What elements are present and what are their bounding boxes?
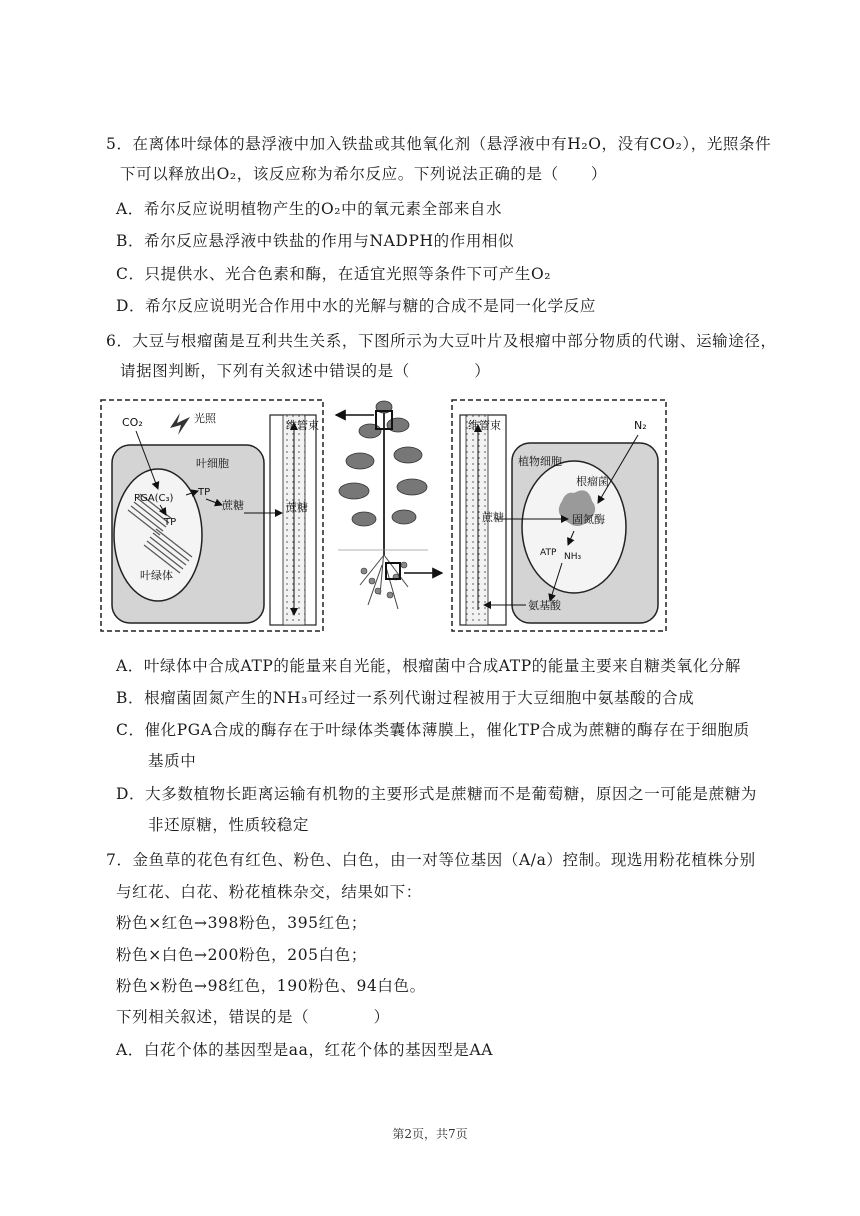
nodule-panel: [452, 400, 666, 631]
q6-option-a: A．叶绿体中合成ATP的能量来自光能，根瘤菌中合成ATP的能量主要来自糖类氧化分解: [116, 657, 742, 675]
label-rhizobium: 根瘤菌: [576, 475, 609, 488]
q7-result-2: 粉色×白色→200粉色，205白色；: [116, 946, 367, 964]
label-amino-acid: 氨基酸: [528, 599, 561, 612]
q6-stem-line1: 6．大豆与根瘤菌是互利共生关系，下图所示为大豆叶片及根瘤中部分物质的代谢、运输途径，: [106, 332, 777, 350]
label-plant-cell: 植物细胞: [518, 455, 562, 468]
page-footer: 第2页，共7页: [392, 1127, 468, 1141]
q5-option-d: D．希尔反应说明光合作用中水的光解与糖的合成不是同一化学反应: [116, 297, 596, 315]
label-atp: ATP: [540, 548, 557, 558]
label-sucrose-right: 蔗糖: [482, 511, 504, 524]
q7-stem-line1: 7．金鱼草的花色有红色、粉色、白色，由一对等位基因（A/a）控制。现选用粉花植株分别: [106, 851, 756, 869]
label-nh3: NH₃: [564, 552, 582, 562]
label-pga: PGA(C₃): [134, 493, 174, 504]
q6-option-d-line2: 非还原糖，性质较稳定: [148, 816, 310, 834]
q7-stem-line2: 与红花、白花、粉花植株杂交，结果如下：: [116, 883, 422, 901]
leaf-panel: [101, 400, 323, 631]
label-sucrose-left: 蔗糖: [222, 499, 244, 512]
q6-option-c-line1: C．催化PGA合成的酶存在于叶绿体类囊体薄膜上，催化TP合成为蔗糖的酶存在于细胞质: [116, 721, 750, 739]
q5-stem-line2: 下可以释放出O₂，该反应称为希尔反应。下列说法正确的是（ ）: [120, 165, 608, 183]
label-tp-out: TP: [198, 487, 211, 498]
label-co2: CO₂: [122, 416, 143, 429]
label-chloroplast: 叶绿体: [140, 569, 173, 582]
label-tp-in: TP: [164, 517, 177, 528]
label-leaf-cell: 叶细胞: [196, 457, 229, 470]
label-light: 光照: [194, 412, 216, 425]
q5-stem-line1: 5．在离体叶绿体的悬浮液中加入铁盐或其他氧化剂（悬浮液中有H₂O，没有CO₂），光照条件: [106, 135, 772, 153]
soybean-plant: [336, 401, 442, 609]
q5-option-a: A．希尔反应说明植物产生的O₂中的氧元素全部来自水: [116, 200, 503, 218]
q6-option-b: B．根瘤菌固氮产生的NH₃可经过一系列代谢过程被用于大豆细胞中氨基酸的合成: [116, 689, 695, 707]
label-vascular-left: 维管束: [286, 419, 319, 432]
label-vascular-sucrose: 蔗糖: [286, 501, 308, 514]
q7-question: 下列相关叙述，错误的是（ ）: [116, 1008, 390, 1026]
q7-result-3: 粉色×粉色→98红色，190粉色、94白色。: [116, 977, 426, 995]
rhizobium-shape: [522, 461, 626, 593]
q6-stem-line2: 请据图判断，下列有关叙述中错误的是（ ）: [120, 362, 491, 380]
q7-option-a: A．白花个体的基因型是aa，红花个体的基因型是AA: [116, 1041, 494, 1059]
label-nitrogenase: 固氮酶: [572, 513, 605, 526]
q5-option-b: B．希尔反应悬浮液中铁盐的作用与NADPH的作用相似: [116, 232, 515, 250]
label-n2: N₂: [634, 419, 647, 432]
q6-option-c-line2: 基质中: [148, 752, 197, 770]
q6-option-d-line1: D．大多数植物长距离运输有机物的主要形式是蔗糖而不是葡萄糖，原因之一可能是蔗糖为: [116, 785, 757, 803]
q7-result-1: 粉色×红色→398粉色，395红色；: [116, 914, 367, 932]
label-vascular-right: 维管束: [468, 419, 501, 432]
q5-option-c: C．只提供水、光合色素和酶，在适宜光照等条件下可产生O₂: [116, 265, 552, 283]
soybean-rhizobium-diagram: [98, 395, 678, 635]
